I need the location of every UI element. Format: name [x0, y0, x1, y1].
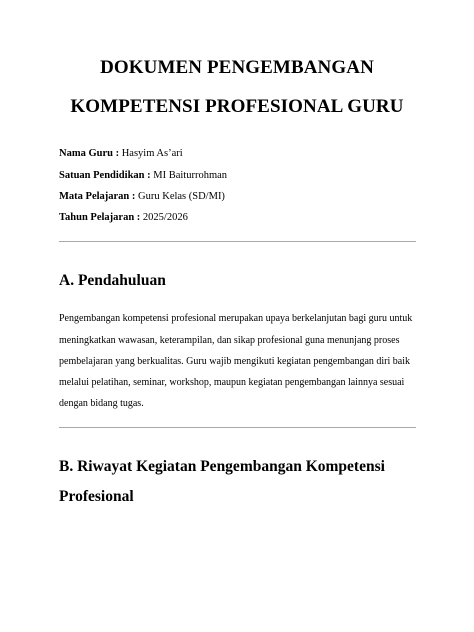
paragraph-line: melalui pelatihan, seminar, workshop, maupun kegiatan pengembangan lainnya sesuai [59, 377, 405, 388]
meta-separator: : [129, 191, 139, 202]
document-title-line-1: DOKUMEN PENGEMBANGAN [100, 57, 374, 78]
meta-nama-guru [59, 147, 183, 160]
meta-mata-pelajaran [59, 190, 225, 203]
meta-value: MI Baiturrohman [153, 170, 228, 181]
meta-value: Guru Kelas (SD/MI) [138, 191, 225, 202]
divider [59, 241, 416, 242]
section-a-heading: A. Pendahuluan [59, 272, 166, 289]
meta-value: Hasyim As’ari [121, 148, 183, 159]
paragraph-line: meningkatkan wawasan, keterampilan, dan sikap profesional guna menunjang proses [59, 335, 400, 346]
meta-satuan-pendidikan [59, 169, 227, 182]
meta-separator: : [144, 170, 154, 181]
meta-label: Nama Guru [59, 148, 113, 159]
section-b-heading-line-1: B. Riwayat Kegiatan Pengembangan Kompetensi [59, 458, 385, 475]
divider [59, 427, 416, 428]
meta-label: Satuan Pendidikan [59, 170, 145, 181]
meta-label: Tahun Pelajaran [59, 212, 135, 223]
meta-tahun-pelajaran [59, 211, 188, 224]
document-title-line-2: KOMPETENSI PROFESIONAL GURU [70, 96, 404, 117]
paragraph-line: dengan bidang tugas. [59, 398, 144, 409]
section-b-heading-line-2: Profesional [59, 488, 134, 505]
paragraph-line: pembelajaran yang berkualitas. Guru wajib mengikuti kegiatan pengembangan diri baik [59, 356, 410, 367]
meta-separator: : [112, 148, 122, 159]
meta-label: Mata Pelajaran [59, 191, 130, 202]
meta-separator: : [134, 212, 143, 223]
meta-value: 2025/2026 [142, 212, 188, 223]
paragraph-line: Pengembangan kompetensi profesional merupakan upaya berkelanjutan bagi guru untuk [59, 313, 413, 324]
